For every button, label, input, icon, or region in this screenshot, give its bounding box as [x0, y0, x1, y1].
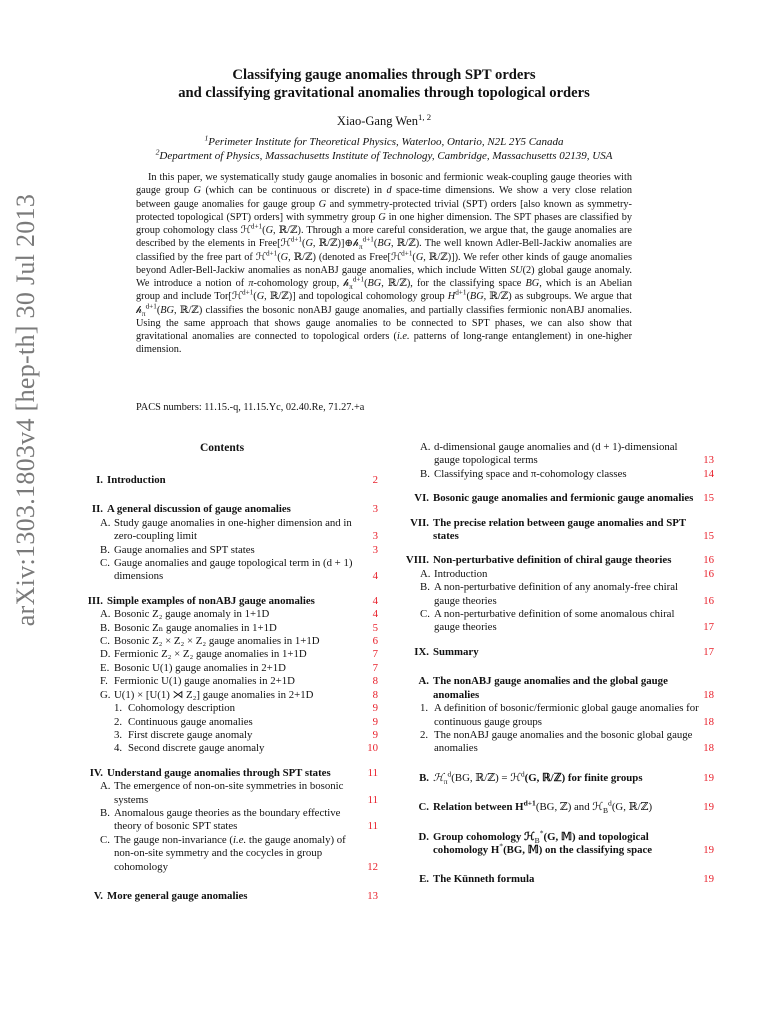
- toc-page-link[interactable]: 15: [703, 492, 714, 505]
- toc-number: D.: [418, 830, 429, 843]
- toc-subsection[interactable]: [396, 581, 714, 608]
- toc-title: Continuous gauge anomalies: [128, 715, 253, 728]
- toc-left-column: [76, 474, 378, 903]
- toc-title: Anomalous gauge theories as the boundary effective theory of bosonic SPT states: [114, 806, 341, 833]
- author-line: [100, 111, 668, 129]
- toc-number: A.: [418, 675, 429, 688]
- toc-title: Non-perturbative definition of chiral gauge theories: [433, 554, 672, 567]
- author-affil-marks: 1, 2: [417, 111, 432, 122]
- toc-number: I.: [96, 474, 103, 486]
- toc-number: IX.: [414, 645, 429, 658]
- title-line-2: and classifying gravitational anomalies through topological orders: [178, 85, 590, 101]
- affiliation-2-mark: 2: [155, 147, 160, 157]
- toc-title-part: Group cohomology ℋ: [433, 830, 535, 843]
- toc-number: G.: [100, 688, 111, 701]
- toc-number: 2.: [114, 715, 123, 728]
- toc-page-link[interactable]: 19: [703, 843, 714, 856]
- toc-page-link[interactable]: 8: [372, 675, 378, 688]
- abstract: In this paper, we systematically study gauge anomalies in bosonic and fermionic weak-coupling gauge theories with gauge group G (which can be continuous or discrete) in d space-time dimensions. We show a very close relation between gauge anomalies for gauge group G and symmetry-protected trivial (SPT) orders [also known as symmetry-protected topological (SPT) orders] with symmetry group G in one higher dimension. The SPT phases are classified by group cohomology class ℋ$^{d+1}$(G, ℝ/ℤ). Through a more careful consideration, we argue that, the gauge anomalies are described by the elements in Free[ℋ$^{d+1}$(G, ℝ/ℤ)]⊕𝒽$_\pi^{d+1}$(BG, ℝ/ℤ). The well known Adler-Bell-Jackiw anomalies are classified by the free part of ℋ$^{d+1}$(G, ℝ/ℤ) (denoted as Free[ℋ$^{d+1}$(G, ℝ/ℤ)]). We refer other kinds of gauge anomalies beyond Adler-Bell-Jackiw anomalies as nonABJ gauge anomalies, which include Witten SU(2) global gauge anomaly. We introduce a notion of π-cohomology group, 𝒽$_\pi^{d+1}$(BG, ℝ/ℤ), for the classifying space BG, which is an Abelian group and include Tor[ℋ$^{d+1}$(G, ℝ/ℤ)] and topological cohomology group $H^{d+1}(BG$, ℝ/ℤ) as subgroups. We argue that 𝒽$_\pi^{d+1}$(BG, ℝ/ℤ) classifies the bosonic nonABJ gauge anomalies, and partially classifies fermionic nonABJ anomalies. Using the same approach that shows gauge anomalies to be connected to SPT phases, we can also show that gravitational anomalies are connected to topological orders (i.e. patterns of long-range entanglement) in one-higher dimension.: [136, 172, 632, 356]
- toc-title: Bosonic Z₂ × Z₂ × Z₂ gauge anomalies in 1+1D: [114, 635, 320, 648]
- toc-number: C.: [420, 608, 430, 621]
- toc-math: (BG, ℤ) and ℋ: [535, 801, 603, 814]
- toc-math: (G, ℝ/ℤ): [611, 801, 653, 814]
- toc-title: Bosonic U(1) gauge anomalies in 2+1D: [114, 661, 286, 674]
- toc-title: [114, 834, 365, 874]
- toc-page-link[interactable]: 17: [703, 621, 714, 634]
- toc-page-link[interactable]: 16: [703, 567, 714, 580]
- author-name: Xiao-Gang Wen: [336, 114, 418, 128]
- toc-number: III.: [87, 594, 103, 607]
- toc-page-link[interactable]: 7: [372, 648, 378, 661]
- toc-title: A non-perturbative definition of any anomaly-free chiral gauge theories: [434, 581, 679, 607]
- toc-page-link[interactable]: 4: [372, 570, 378, 583]
- toc-number: A.: [420, 441, 431, 453]
- toc-page-link[interactable]: 9: [372, 728, 378, 741]
- toc-subsection[interactable]: [76, 517, 378, 544]
- toc-math: (BG, ℝ/ℤ) = ℋ: [451, 771, 521, 784]
- toc-right-column: [396, 441, 714, 887]
- toc-page-link[interactable]: 5: [372, 621, 378, 634]
- toc-title: Group cohomology ℋ$_B$*(G, 𝕄) and topological cohomology H*(BG, 𝕄) on the classifying space: [433, 827, 653, 856]
- toc-subsection[interactable]: [76, 635, 378, 648]
- toc-title: Second discrete gauge anomaly: [128, 742, 265, 755]
- toc-page-link[interactable]: 15: [703, 530, 714, 543]
- toc-number: A.: [100, 516, 111, 529]
- toc-number: B.: [420, 467, 430, 480]
- toc-title: Understand gauge anomalies through SPT states: [107, 766, 331, 779]
- toc-title: Introduction: [107, 474, 166, 486]
- affiliation-2-text: Department of Physics, Massachusetts Institute of Technology, Cambridge, Massachusetts 02139, USA: [159, 150, 613, 162]
- toc-title: Study gauge anomalies in one-higher dimension and in zero-coupling limit: [114, 516, 352, 543]
- toc-subsection[interactable]: [396, 568, 714, 581]
- toc-title: A non-perturbative definition of some anomalous chiral gauge theories: [434, 608, 675, 634]
- toc-number: A.: [100, 780, 111, 793]
- toc-number: B.: [419, 771, 429, 784]
- toc-subsection[interactable]: [76, 622, 378, 635]
- toc-page-link[interactable]: 19: [703, 801, 714, 814]
- toc-number: VII.: [410, 516, 429, 529]
- toc-subsubsection[interactable]: [76, 702, 378, 715]
- toc-number: D.: [100, 648, 111, 661]
- toc-title: The emergence of non-on-site symmetries in bosonic systems: [114, 780, 344, 806]
- affiliation-1-text: Perimeter Institute for Theoretical Physics, Waterloo, Ontario, N2L 2Y5 Canada: [208, 136, 564, 148]
- toc-subsubsection[interactable]: [76, 716, 378, 729]
- toc-number: II.: [91, 503, 103, 516]
- toc-appendix[interactable]: [396, 769, 714, 786]
- affiliation-2: [100, 147, 668, 162]
- toc-page-link[interactable]: 16: [703, 554, 714, 567]
- toc-number: 1.: [114, 702, 123, 715]
- toc-page-link[interactable]: 3: [372, 543, 378, 556]
- toc-title: U(1) × [U(1) ⋊ Z₂] gauge anomalies in 2+1D: [114, 688, 314, 701]
- toc-subsubsection[interactable]: [76, 742, 378, 755]
- toc-title: A definition of bosonic/fermionic global gauge anomalies for continuous gauge groups: [434, 702, 699, 728]
- toc-number: C.: [100, 833, 110, 846]
- toc-subsection[interactable]: [76, 780, 378, 807]
- toc-appendix[interactable]: [396, 675, 714, 702]
- toc-number: VIII.: [405, 554, 429, 567]
- toc-title: Relation between $H^{d+1}(BG$, ℤ) and ℋ$_B^d$(G, ℝ/ℤ): [433, 798, 653, 816]
- toc-section[interactable]: [76, 767, 378, 780]
- toc-title: The nonABJ gauge anomalies and the bosonic global gauge anomalies: [434, 728, 693, 755]
- arxiv-identifier: arXiv:1303.1803v4 [hep-th] 30 Jul 2013: [11, 193, 40, 627]
- toc-title: Fermionic Z₂ × Z₂ gauge anomalies in 1+1D: [114, 648, 307, 661]
- toc-section[interactable]: [76, 595, 378, 608]
- toc-number: E.: [100, 661, 110, 674]
- toc-page-link[interactable]: 17: [703, 645, 714, 658]
- toc-number: 4.: [114, 742, 123, 755]
- toc-subsection[interactable]: [396, 702, 714, 729]
- toc-page-link[interactable]: 16: [703, 594, 714, 607]
- toc-page-link[interactable]: 9: [372, 715, 378, 728]
- toc-page-link[interactable]: 11: [367, 793, 378, 806]
- toc-title-part: The gauge non-invariance (: [114, 833, 234, 846]
- toc-appendix[interactable]: [396, 873, 714, 886]
- toc-title: The precise relation between gauge anomalies and SPT states: [433, 516, 686, 543]
- toc-title-part: (G, ℝ/ℤ) for finite groups: [524, 771, 643, 784]
- toc-title: Fermionic U(1) gauge anomalies in 2+1D: [114, 675, 295, 688]
- toc-title: The nonABJ gauge anomalies and the global gauge anomalies: [433, 675, 668, 701]
- toc-number: B.: [100, 806, 110, 819]
- toc-subsection[interactable]: [396, 468, 714, 481]
- toc-title: ℋ$_\pi^d$(BG, ℝ/ℤ) = ℋ$^d$(G, ℝ/ℤ) for finite groups: [433, 769, 643, 786]
- toc-number: C.: [100, 557, 110, 570]
- toc-number: A.: [100, 608, 111, 621]
- toc-title: Bosonic gauge anomalies and fermionic gauge anomalies: [433, 492, 694, 505]
- toc-title: Bosonic Z₂ gauge anomaly in 1+1D: [114, 608, 270, 621]
- toc-subsection[interactable]: [76, 807, 378, 834]
- toc-subsection[interactable]: [396, 441, 714, 468]
- toc-number: B.: [100, 543, 110, 556]
- contents-heading: Contents: [199, 442, 245, 454]
- toc-title: The Künneth formula: [433, 873, 535, 886]
- toc-title-part: Relation between H: [433, 801, 524, 814]
- toc-number: B.: [420, 581, 430, 594]
- toc-subsection[interactable]: [76, 608, 378, 621]
- toc-page-link[interactable]: 11: [367, 766, 378, 779]
- toc-title: Summary: [433, 645, 479, 658]
- toc-number: VI.: [414, 492, 429, 505]
- toc-section[interactable]: [396, 492, 714, 505]
- toc-section[interactable]: [76, 503, 378, 516]
- toc-page-link[interactable]: 10: [367, 742, 378, 755]
- toc-title: Introduction: [434, 567, 488, 580]
- toc-page-link[interactable]: 14: [703, 467, 714, 480]
- pacs-numbers: PACS numbers: 11.15.-q, 11.15.Yc, 02.40.Re, 71.27.+a: [136, 402, 365, 413]
- toc-title: First discrete gauge anomaly: [128, 728, 253, 741]
- toc-page-link[interactable]: 4: [372, 594, 378, 607]
- toc-number: E.: [419, 873, 429, 886]
- toc-number: F.: [100, 675, 108, 688]
- toc-subsection[interactable]: [396, 729, 714, 756]
- toc-section[interactable]: [76, 474, 378, 487]
- toc-title-part: the gauge anomaly) of non-on-site symmetry and the cocycles in group cohomology: [114, 833, 346, 873]
- toc-page-link[interactable]: 3: [372, 530, 378, 543]
- toc-title: Bosonic Zₙ gauge anomalies in 1+1D: [114, 621, 277, 634]
- toc-number: V.: [93, 889, 103, 902]
- toc-number: A.: [420, 567, 431, 580]
- toc-number: 3.: [114, 728, 123, 741]
- toc-page-link[interactable]: 7: [372, 661, 378, 674]
- toc-subsubsection[interactable]: [76, 729, 378, 742]
- toc-page-link[interactable]: 9: [372, 702, 378, 715]
- toc-subsection[interactable]: [396, 608, 714, 635]
- arxiv-stamp: [6, 60, 46, 760]
- affiliation-1: [100, 133, 668, 148]
- toc-math: ℋ: [433, 771, 444, 784]
- toc-subsection[interactable]: [76, 544, 378, 557]
- toc-page-link[interactable]: 13: [703, 454, 714, 467]
- toc-subsection[interactable]: [76, 834, 378, 874]
- toc-appendix[interactable]: [396, 798, 714, 816]
- toc-page-link[interactable]: 13: [367, 889, 378, 902]
- toc-title-part: (G, 𝕄) and topological cohomology H: [433, 830, 649, 856]
- toc-section[interactable]: [76, 890, 378, 903]
- toc-page-link[interactable]: 4: [372, 608, 378, 621]
- toc-appendix[interactable]: [396, 827, 714, 858]
- toc-section[interactable]: [396, 517, 714, 544]
- toc-page-link[interactable]: 6: [372, 635, 378, 648]
- toc-page-link[interactable]: 19: [703, 873, 714, 886]
- toc-page-link[interactable]: 8: [372, 688, 378, 701]
- toc-title: Simple examples of nonABJ gauge anomalies: [107, 594, 315, 607]
- toc-title: Gauge anomalies and SPT states: [114, 543, 255, 556]
- affiliation-1-mark: 1: [204, 133, 209, 143]
- toc-title: More general gauge anomalies: [107, 889, 248, 902]
- toc-page-link[interactable]: 11: [367, 820, 378, 833]
- toc-number: C.: [100, 635, 110, 648]
- toc-page-link[interactable]: 19: [703, 771, 714, 784]
- toc-page-link[interactable]: 18: [703, 715, 714, 728]
- toc-subsection[interactable]: [76, 662, 378, 675]
- toc-subsection[interactable]: [76, 689, 378, 702]
- toc-title: Gauge anomalies and gauge topological term in (d + 1) dimensions: [114, 557, 353, 583]
- toc-number: IV.: [89, 766, 103, 779]
- toc-page-link[interactable]: 2: [372, 474, 378, 486]
- toc-subsection[interactable]: [76, 557, 378, 584]
- toc-number: B.: [100, 621, 110, 634]
- toc-title: d-dimensional gauge anomalies and (d + 1)-dimensional gauge topological terms: [434, 441, 678, 467]
- toc-page-link[interactable]: 12: [367, 860, 378, 873]
- title-line-1: Classifying gauge anomalies through SPT orders: [232, 67, 536, 83]
- toc-title: A general discussion of gauge anomalies: [107, 503, 291, 516]
- toc-page-link[interactable]: 18: [703, 688, 714, 701]
- toc-title: Classifying space and π-cohomology classes: [434, 467, 627, 480]
- toc-number: 1.: [420, 702, 429, 715]
- toc-section[interactable]: [396, 646, 714, 659]
- toc-title: Cohomology description: [128, 702, 236, 715]
- toc-subsection[interactable]: [76, 648, 378, 661]
- toc-number: C.: [418, 801, 429, 814]
- toc-page-link[interactable]: 3: [372, 503, 378, 516]
- toc-number: 2.: [420, 728, 429, 741]
- toc-page-link[interactable]: 18: [703, 742, 714, 755]
- toc-subsection[interactable]: [76, 675, 378, 688]
- toc-title-ie: i.e.: [233, 833, 247, 846]
- toc-title-part: (BG, 𝕄) on the classifying space: [503, 843, 653, 856]
- toc-section[interactable]: [396, 554, 714, 567]
- paper-title: [100, 66, 668, 102]
